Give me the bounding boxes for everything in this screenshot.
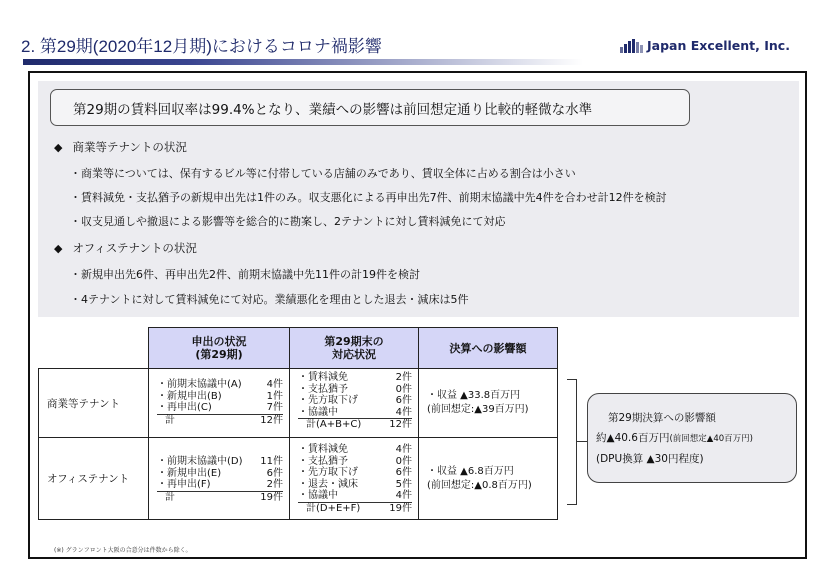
list-item: ・支払猶予 0件 [298,383,412,395]
table-header-requests [148,327,290,369]
impact-previous: (前回想定:▲0.8百万円) [427,479,532,491]
list-item: ・退去・減床 5件 [298,478,412,490]
office-bullet: ・新規申出先6件、再申出先2件、前期末協議中先11件の計19件を検討 [70,268,420,281]
summary-title: 第29期決算への影響額 [608,412,716,424]
summary-amount-line [596,428,788,449]
summary-dpu: (DPU換算 ▲30円程度) [596,453,704,465]
bracket-tick [577,441,587,442]
headline-text: 第29期の賃料回収率は99.4%となり、業績への影響は前回想定通り比較的軽微な水準 [73,101,593,118]
building-logo-icon [620,39,644,53]
requests-cell [148,368,290,438]
responses-cell [289,368,419,438]
list-item: ・先方取下げ 6件 [298,467,412,478]
list-item: ・賃料減免 2件 [298,372,412,383]
retail-bullet: ・賃料減免・支払猶予の新規申出先は1件のみ。収支悪化による再申出先7件、前期末協議中先4件を合わせ計12件を検討 [70,191,667,204]
header-line: 第29期末の [324,335,384,348]
section-heading-retail [54,139,187,155]
content-frame [28,71,807,559]
requests-cell [148,437,290,520]
retail-bullet: ・商業等については、保有するビル等に付帯している店舗のみであり、賃収全体に占める割合は小さい [70,167,576,180]
office-bullet: ・4テナントに対して賃料減免にて対応。業績悪化を理由とした退去・減床は5件 [70,293,469,306]
section-heading-office [54,240,197,256]
impact-amount: ・収益 ▲33.8百万円 [427,390,521,401]
list-item: ・協議中 4件 [298,490,412,501]
list-item: ・新規申出(E) 6件 [157,467,283,479]
section-heading-text: オフィステナントの状況 [72,241,197,255]
header-line: 対応状況 [332,348,376,361]
impact-amount: ・収益 ▲6.8百万円 [427,465,514,477]
page-title: 2. 第29期(2020年12月期)におけるコロナ禍影響 [21,37,382,56]
list-item: ・前期末協議中(A) 4件 [157,379,283,390]
summary-amount: 約▲40.6百万円 [596,432,670,444]
diamond-bullet-icon: ◆ [54,140,63,154]
bracket-connector [567,379,577,505]
table-header-impact [418,327,558,369]
impact-cell [418,437,558,520]
header-line: 申出の状況 [191,335,247,348]
logo-text: Japan Excellent, Inc. [647,38,790,53]
list-total: 計 12件 [165,414,283,426]
summary-previous: (前回想定▲40百万円) [669,434,753,444]
diamond-bullet-icon: ◆ [54,241,63,255]
list-item: ・賃料減免 4件 [298,444,412,455]
headline-callout [50,89,690,126]
list-item: ・支払猶予 0件 [298,455,412,467]
list-total: 計(D+E+F) 19件 [306,502,412,514]
header-line: 決算への影響額 [449,341,527,355]
responses-cell [289,437,419,520]
impact-cell [418,368,558,438]
table-header-responses [289,327,419,369]
list-item: ・先方取下げ 6件 [298,395,412,406]
list-item: ・再申出(F) 2件 [157,479,283,490]
header-line: (第29期) [195,348,243,361]
list-total: 計 19件 [165,491,283,503]
table-row-category: オフィステナント [38,437,149,520]
retail-bullet: ・収支見通しや撤退による影響等を総合的に勘案し、2テナントに対し賃料減免にて対応 [70,215,506,228]
list-item: ・再申出(C) 7件 [157,402,283,413]
list-total: 計(A+B+C) 12件 [306,419,412,430]
list-item: ・前期末協議中(D) 11件 [157,456,283,467]
table-row-category: 商業等テナント [38,368,149,438]
footnote: (※) グランフロント大阪の合意分は件数から除く。 [54,547,192,554]
title-underline [23,59,583,65]
company-logo [620,38,790,53]
impact-previous: (前回想定:▲39百万円) [427,404,529,415]
list-item: ・協議中 4件 [298,406,412,418]
section-heading-text: 商業等テナントの状況 [72,140,187,154]
list-item: ・新規申出(B) 1件 [157,390,283,402]
total-impact-callout [587,393,797,483]
